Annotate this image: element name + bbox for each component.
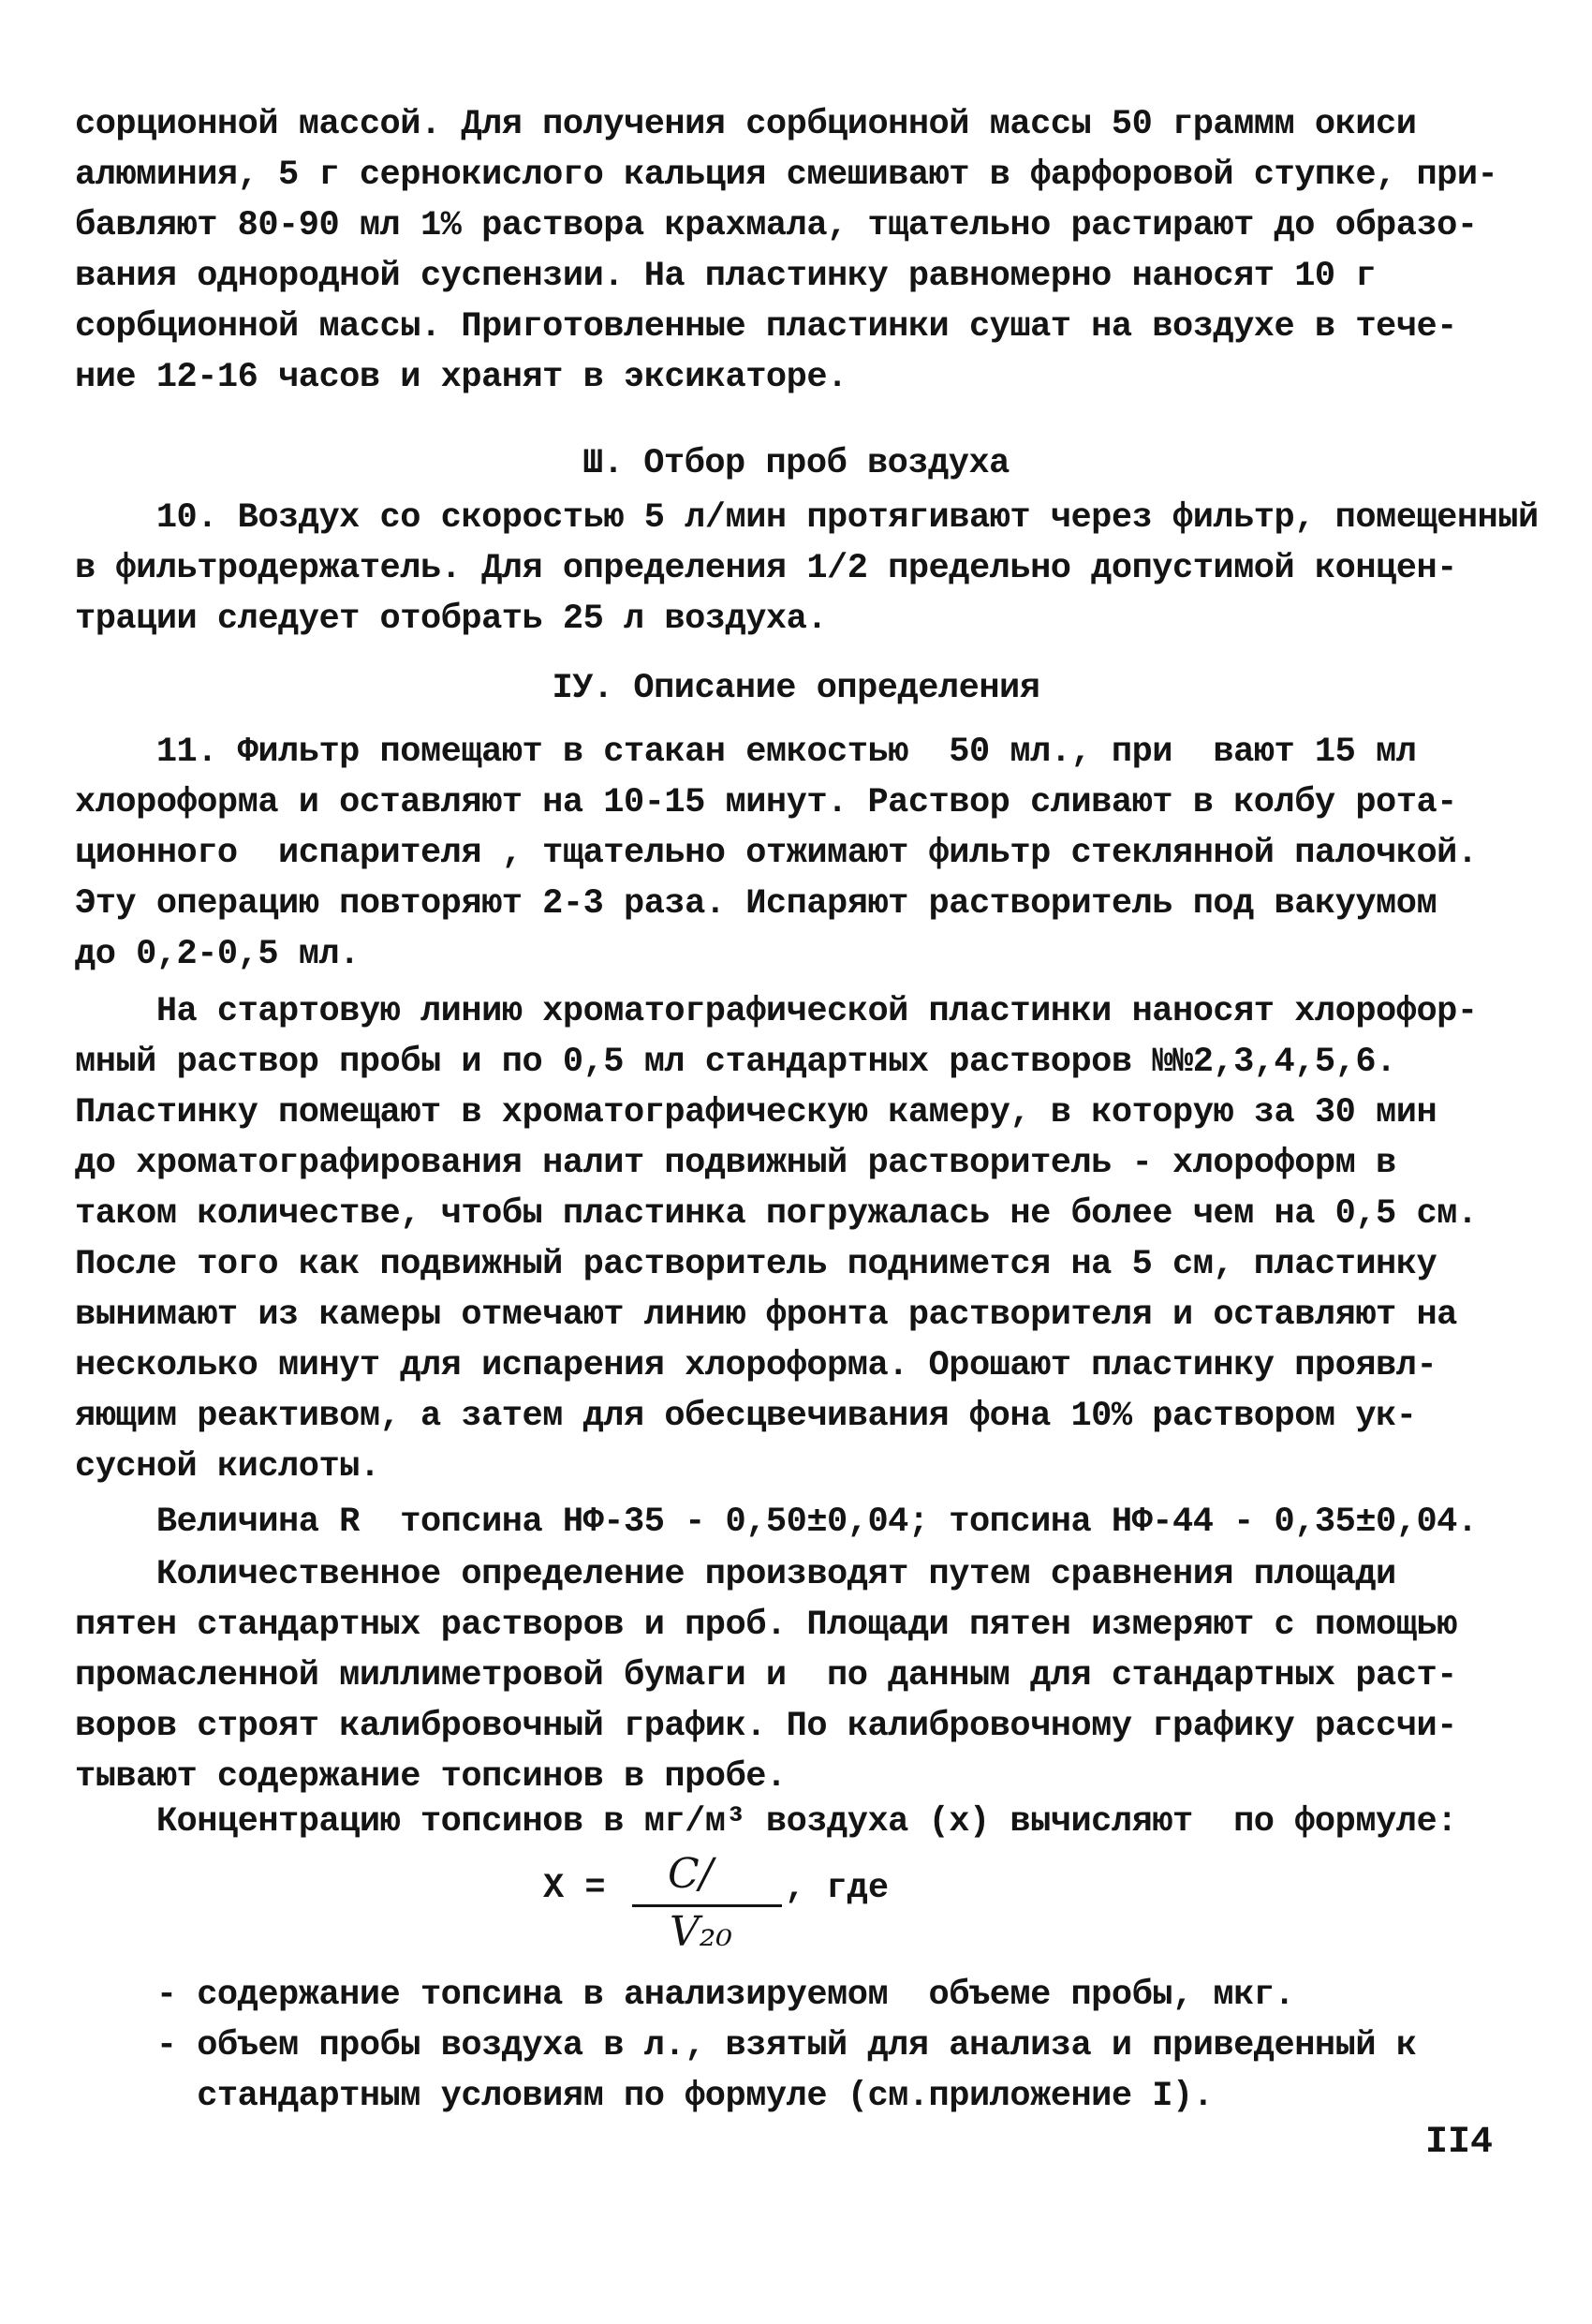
- text-line: таком количестве, чтобы пластинка погружалась не более чем на 0,5 см.: [75, 1194, 1478, 1234]
- text-line: пятен стандартных растворов и проб. Площади пятен измеряют с помощью: [75, 1606, 1457, 1645]
- text-line: сусной кислоты.: [75, 1447, 380, 1487]
- text-line: несколько минут для испарения хлороформа. Орошают пластинку проявл-: [75, 1346, 1437, 1385]
- text-line: хлороформа и оставляют на 10-15 минут. Раствор сливают в колбу рота-: [75, 783, 1457, 822]
- text-line: Пластинку помещают в хроматографическую камеру, в которую за 30 мин: [75, 1093, 1437, 1132]
- text-line: яющим реактивом, а затем для обесцвечивания фона 10% раствором ук-: [75, 1397, 1417, 1436]
- formula-rhs: , где: [785, 1869, 890, 1908]
- text-line: После того как подвижный растворитель поднимется на 5 см, пластинку: [75, 1245, 1437, 1284]
- fraction-bar: [632, 1904, 782, 1907]
- text-line: ние 12-16 часов и хранят в эксикаторе.: [75, 358, 848, 397]
- text-line: алюминия, 5 г сернокислого кальция смешивают в фарфоровой ступке, при-: [75, 155, 1498, 195]
- text-line: промасленной миллиметровой бумаги и по данным для стандартных раст-: [75, 1656, 1457, 1695]
- text-line: сорбционной массы. Приготовленные пластинки сушат на воздухе в тече-: [75, 307, 1457, 347]
- definition-item: - объем пробы воздуха в л., взятый для анализа и приведенный к: [75, 2026, 1417, 2065]
- text-line: На стартовую линию хроматографической пластинки наносят хлорофор-: [75, 992, 1478, 1031]
- text-line-formula-intro: Концентрацию топсинов в мг/м³ воздуха (х) вычисляют по формуле:: [75, 1802, 1457, 1842]
- text-line: Эту операцию повторяют 2-3 раза. Испаряют растворитель под вакуумом: [75, 884, 1437, 924]
- section-heading-determination: IУ. Описание определения: [552, 669, 1040, 708]
- text-line: 10. Воздух со скоростью 5 л/мин протягивают через фильтр, помещенный: [75, 498, 1539, 538]
- definition-item: стандартным условиям по формуле (см.приложение I).: [75, 2077, 1214, 2116]
- text-line: 11. Фильтр помещают в стакан емкостью 50 мл., при вают 15 мл: [75, 733, 1417, 772]
- text-line: вания однородной суспензии. На пластинку равномерно наносят 10 г: [75, 257, 1377, 296]
- formula-numerator: С/: [668, 1850, 714, 1898]
- definition-item: - содержание топсина в анализируемом объеме пробы, мкг.: [75, 1976, 1295, 2015]
- section-heading-air-sampling: Ш. Отбор проб воздуха: [582, 444, 1010, 483]
- text-line: мный раствор пробы и по 0,5 мл стандартных растворов №№2,3,4,5,6.: [75, 1043, 1396, 1082]
- text-line: бавляют 80-90 мл 1% раствора крахмала, тщательно растирают до образо-: [75, 206, 1478, 245]
- page-number: II4: [1425, 2122, 1494, 2164]
- text-line-rf-values: Величина R топсина НФ-35 - 0,50±0,04; топсина НФ-44 - 0,35±0,04.: [75, 1502, 1478, 1542]
- text-line: до хроматографирования налит подвижный растворитель - хлороформ в: [75, 1144, 1396, 1183]
- text-line: в фильтродержатель. Для определения 1/2 предельно допустимой концен-: [75, 549, 1457, 588]
- formula-lhs: Х =: [543, 1869, 606, 1908]
- text-line: сорционной массой. Для получения сорбционной массы 50 граммм окиси: [75, 105, 1417, 144]
- formula-fraction: [632, 1850, 782, 1962]
- concentration-formula: [543, 1850, 1011, 1962]
- text-line: трации следует отобрать 25 л воздуха.: [75, 600, 828, 639]
- text-line: тывают содержание топсинов в пробе.: [75, 1757, 787, 1797]
- formula-denominator: V₂₀: [670, 1908, 733, 1956]
- text-line: Количественное определение производят путем сравнения площади: [75, 1555, 1396, 1594]
- text-line: вынимают из камеры отмечают линию фронта растворителя и оставляют на: [75, 1295, 1457, 1335]
- text-line: до 0,2-0,5 мл.: [75, 935, 360, 974]
- text-line: ционного испарителя , тщательно отжимают фильтр стеклянной палочкой.: [75, 834, 1478, 873]
- text-line: воров строят калибровочный график. По калибровочному графику рассчи-: [75, 1707, 1457, 1746]
